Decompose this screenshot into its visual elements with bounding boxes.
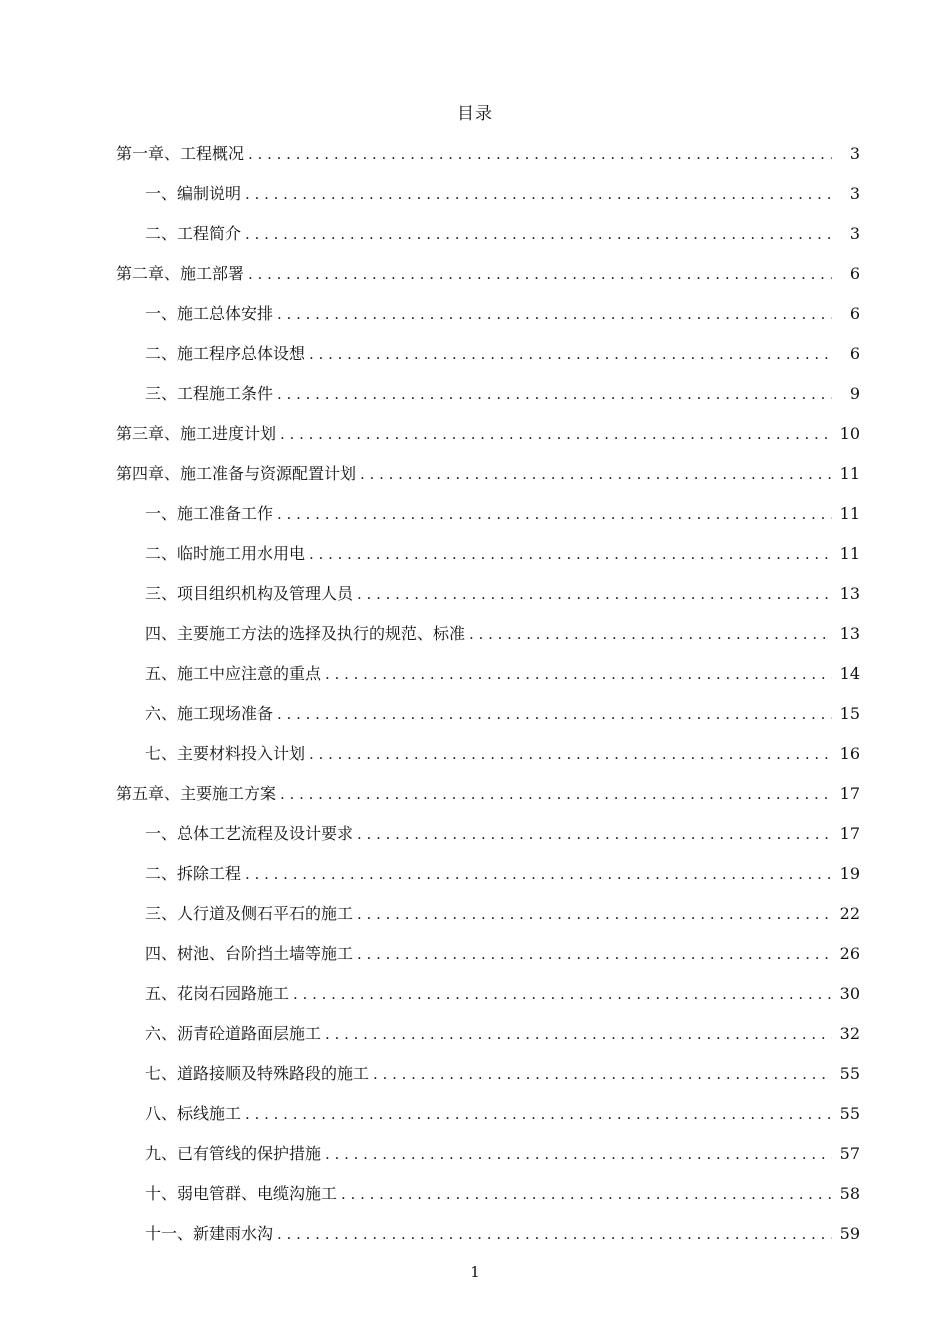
toc-dot-leader bbox=[293, 982, 832, 1006]
toc-entry-page: 11 bbox=[839, 464, 860, 483]
toc-dot-leader bbox=[469, 622, 832, 646]
toc-entry-text: 一、总体工艺流程及设计要求 bbox=[145, 824, 354, 843]
toc-entry-page: 6 bbox=[849, 264, 860, 283]
toc-dot-leader bbox=[309, 542, 832, 566]
toc-dot-leader bbox=[277, 702, 832, 726]
toc-dot-leader bbox=[357, 902, 832, 926]
toc-entry-text: 十一、新建雨水沟 bbox=[145, 1224, 274, 1243]
toc-section-entry[interactable] bbox=[116, 1102, 860, 1142]
toc-entry-page: 9 bbox=[849, 384, 860, 403]
toc-section-entry[interactable] bbox=[116, 822, 860, 862]
toc-chapter-entry[interactable] bbox=[116, 262, 860, 302]
toc-dot-leader bbox=[277, 382, 832, 406]
toc-dot-leader bbox=[325, 662, 832, 686]
toc-section-entry[interactable] bbox=[116, 582, 860, 622]
toc-dot-leader bbox=[357, 942, 832, 966]
toc-entry-page: 13 bbox=[839, 584, 860, 603]
toc-entry-page: 15 bbox=[839, 704, 860, 723]
toc-list bbox=[116, 142, 860, 1262]
toc-section-entry[interactable] bbox=[116, 622, 860, 662]
toc-section-entry[interactable] bbox=[116, 742, 860, 782]
toc-dot-leader bbox=[245, 222, 832, 246]
toc-entry-text: 二、施工程序总体设想 bbox=[145, 344, 306, 363]
toc-section-entry[interactable] bbox=[116, 342, 860, 382]
toc-dot-leader bbox=[248, 142, 832, 166]
toc-section-entry[interactable] bbox=[116, 662, 860, 702]
toc-entry-text: 九、已有管线的保护措施 bbox=[145, 1144, 322, 1163]
toc-dot-leader bbox=[325, 1022, 832, 1046]
toc-entry-page: 6 bbox=[849, 344, 860, 363]
toc-chapter-entry[interactable] bbox=[116, 142, 860, 182]
toc-entry-page: 57 bbox=[839, 1144, 860, 1163]
toc-entry-text: 一、编制说明 bbox=[145, 184, 242, 203]
toc-entry-page: 13 bbox=[839, 624, 860, 643]
toc-section-entry[interactable] bbox=[116, 902, 860, 942]
toc-dot-leader bbox=[277, 1222, 832, 1246]
toc-section-entry[interactable] bbox=[116, 862, 860, 902]
toc-entry-page: 55 bbox=[839, 1064, 860, 1083]
toc-dot-leader bbox=[245, 862, 832, 886]
toc-section-entry[interactable] bbox=[116, 502, 860, 542]
toc-entry-text: 五、施工中应注意的重点 bbox=[145, 664, 322, 683]
toc-entry-text: 三、工程施工条件 bbox=[145, 384, 274, 403]
toc-entry-text: 十、弱电管群、电缆沟施工 bbox=[145, 1184, 338, 1203]
toc-entry-page: 30 bbox=[839, 984, 860, 1003]
toc-dot-leader bbox=[280, 422, 832, 446]
toc-section-entry[interactable] bbox=[116, 1222, 860, 1262]
toc-dot-leader bbox=[309, 342, 832, 366]
toc-entry-text: 二、拆除工程 bbox=[145, 864, 242, 883]
toc-entry-text: 第一章、工程概况 bbox=[116, 144, 245, 163]
toc-entry-text: 五、花岗石园路施工 bbox=[145, 984, 290, 1003]
toc-entry-page: 59 bbox=[839, 1224, 860, 1243]
toc-dot-leader bbox=[309, 742, 832, 766]
toc-entry-text: 七、道路接顺及特殊路段的施工 bbox=[145, 1064, 370, 1083]
toc-entry-page: 55 bbox=[839, 1104, 860, 1123]
toc-dot-leader bbox=[248, 262, 832, 286]
toc-entry-text: 六、施工现场准备 bbox=[145, 704, 274, 723]
toc-entry-page: 16 bbox=[839, 744, 860, 763]
toc-dot-leader bbox=[245, 1102, 832, 1126]
toc-dot-leader bbox=[341, 1182, 832, 1206]
toc-section-entry[interactable] bbox=[116, 222, 860, 262]
toc-entry-page: 17 bbox=[839, 824, 860, 843]
toc-dot-leader bbox=[373, 1062, 832, 1086]
toc-section-entry[interactable] bbox=[116, 1022, 860, 1062]
toc-entry-page: 26 bbox=[839, 944, 860, 963]
toc-entry-text: 第三章、施工进度计划 bbox=[116, 424, 277, 443]
toc-entry-page: 11 bbox=[839, 504, 860, 523]
toc-section-entry[interactable] bbox=[116, 982, 860, 1022]
toc-dot-leader bbox=[280, 782, 832, 806]
toc-entry-page: 6 bbox=[849, 304, 860, 323]
toc-entry-page: 3 bbox=[849, 184, 860, 203]
toc-dot-leader bbox=[277, 502, 832, 526]
toc-entry-page: 3 bbox=[849, 224, 860, 243]
toc-entry-page: 22 bbox=[839, 904, 860, 923]
toc-entry-page: 3 bbox=[849, 144, 860, 163]
toc-dot-leader bbox=[277, 302, 832, 326]
toc-entry-page: 10 bbox=[839, 424, 860, 443]
toc-entry-text: 四、主要施工方法的选择及执行的规范、标准 bbox=[145, 624, 466, 643]
toc-section-entry[interactable] bbox=[116, 382, 860, 422]
toc-section-entry[interactable] bbox=[116, 1062, 860, 1102]
toc-section-entry[interactable] bbox=[116, 302, 860, 342]
toc-chapter-entry[interactable] bbox=[116, 462, 860, 502]
toc-entry-page: 17 bbox=[839, 784, 860, 803]
toc-entry-page: 14 bbox=[839, 664, 860, 683]
toc-section-entry[interactable] bbox=[116, 182, 860, 222]
toc-dot-leader bbox=[360, 462, 832, 486]
toc-section-entry[interactable] bbox=[116, 1142, 860, 1182]
toc-entry-page: 58 bbox=[839, 1184, 860, 1203]
toc-entry-text: 第五章、主要施工方案 bbox=[116, 784, 277, 803]
toc-entry-text: 七、主要材料投入计划 bbox=[145, 744, 306, 763]
toc-entry-page: 32 bbox=[839, 1024, 860, 1043]
toc-section-entry[interactable] bbox=[116, 702, 860, 742]
toc-entry-text: 一、施工准备工作 bbox=[145, 504, 274, 523]
toc-entry-text: 四、树池、台阶挡土墙等施工 bbox=[145, 944, 354, 963]
toc-section-entry[interactable] bbox=[116, 942, 860, 982]
toc-entry-page: 11 bbox=[839, 544, 860, 563]
toc-entry-text: 三、人行道及侧石平石的施工 bbox=[145, 904, 354, 923]
toc-entry-text: 二、临时施工用水用电 bbox=[145, 544, 306, 563]
toc-dot-leader bbox=[357, 582, 832, 606]
toc-title: 目录 bbox=[457, 104, 493, 124]
toc-entry-text: 六、沥青砼道路面层施工 bbox=[145, 1024, 322, 1043]
toc-entry-text: 二、工程简介 bbox=[145, 224, 242, 243]
toc-entry-text: 第四章、施工准备与资源配置计划 bbox=[116, 464, 357, 483]
toc-dot-leader bbox=[245, 182, 832, 206]
toc-entry-text: 第二章、施工部署 bbox=[116, 264, 245, 283]
toc-dot-leader bbox=[325, 1142, 832, 1166]
page-number: 1 bbox=[470, 1263, 480, 1281]
toc-section-entry[interactable] bbox=[116, 542, 860, 582]
toc-chapter-entry[interactable] bbox=[116, 422, 860, 462]
toc-chapter-entry[interactable] bbox=[116, 782, 860, 822]
toc-entry-page: 19 bbox=[839, 864, 860, 883]
toc-dot-leader bbox=[357, 822, 832, 846]
toc-entry-text: 一、施工总体安排 bbox=[145, 304, 274, 323]
toc-section-entry[interactable] bbox=[116, 1182, 860, 1222]
toc-entry-text: 八、标线施工 bbox=[145, 1104, 242, 1123]
toc-entry-text: 三、项目组织机构及管理人员 bbox=[145, 584, 354, 603]
